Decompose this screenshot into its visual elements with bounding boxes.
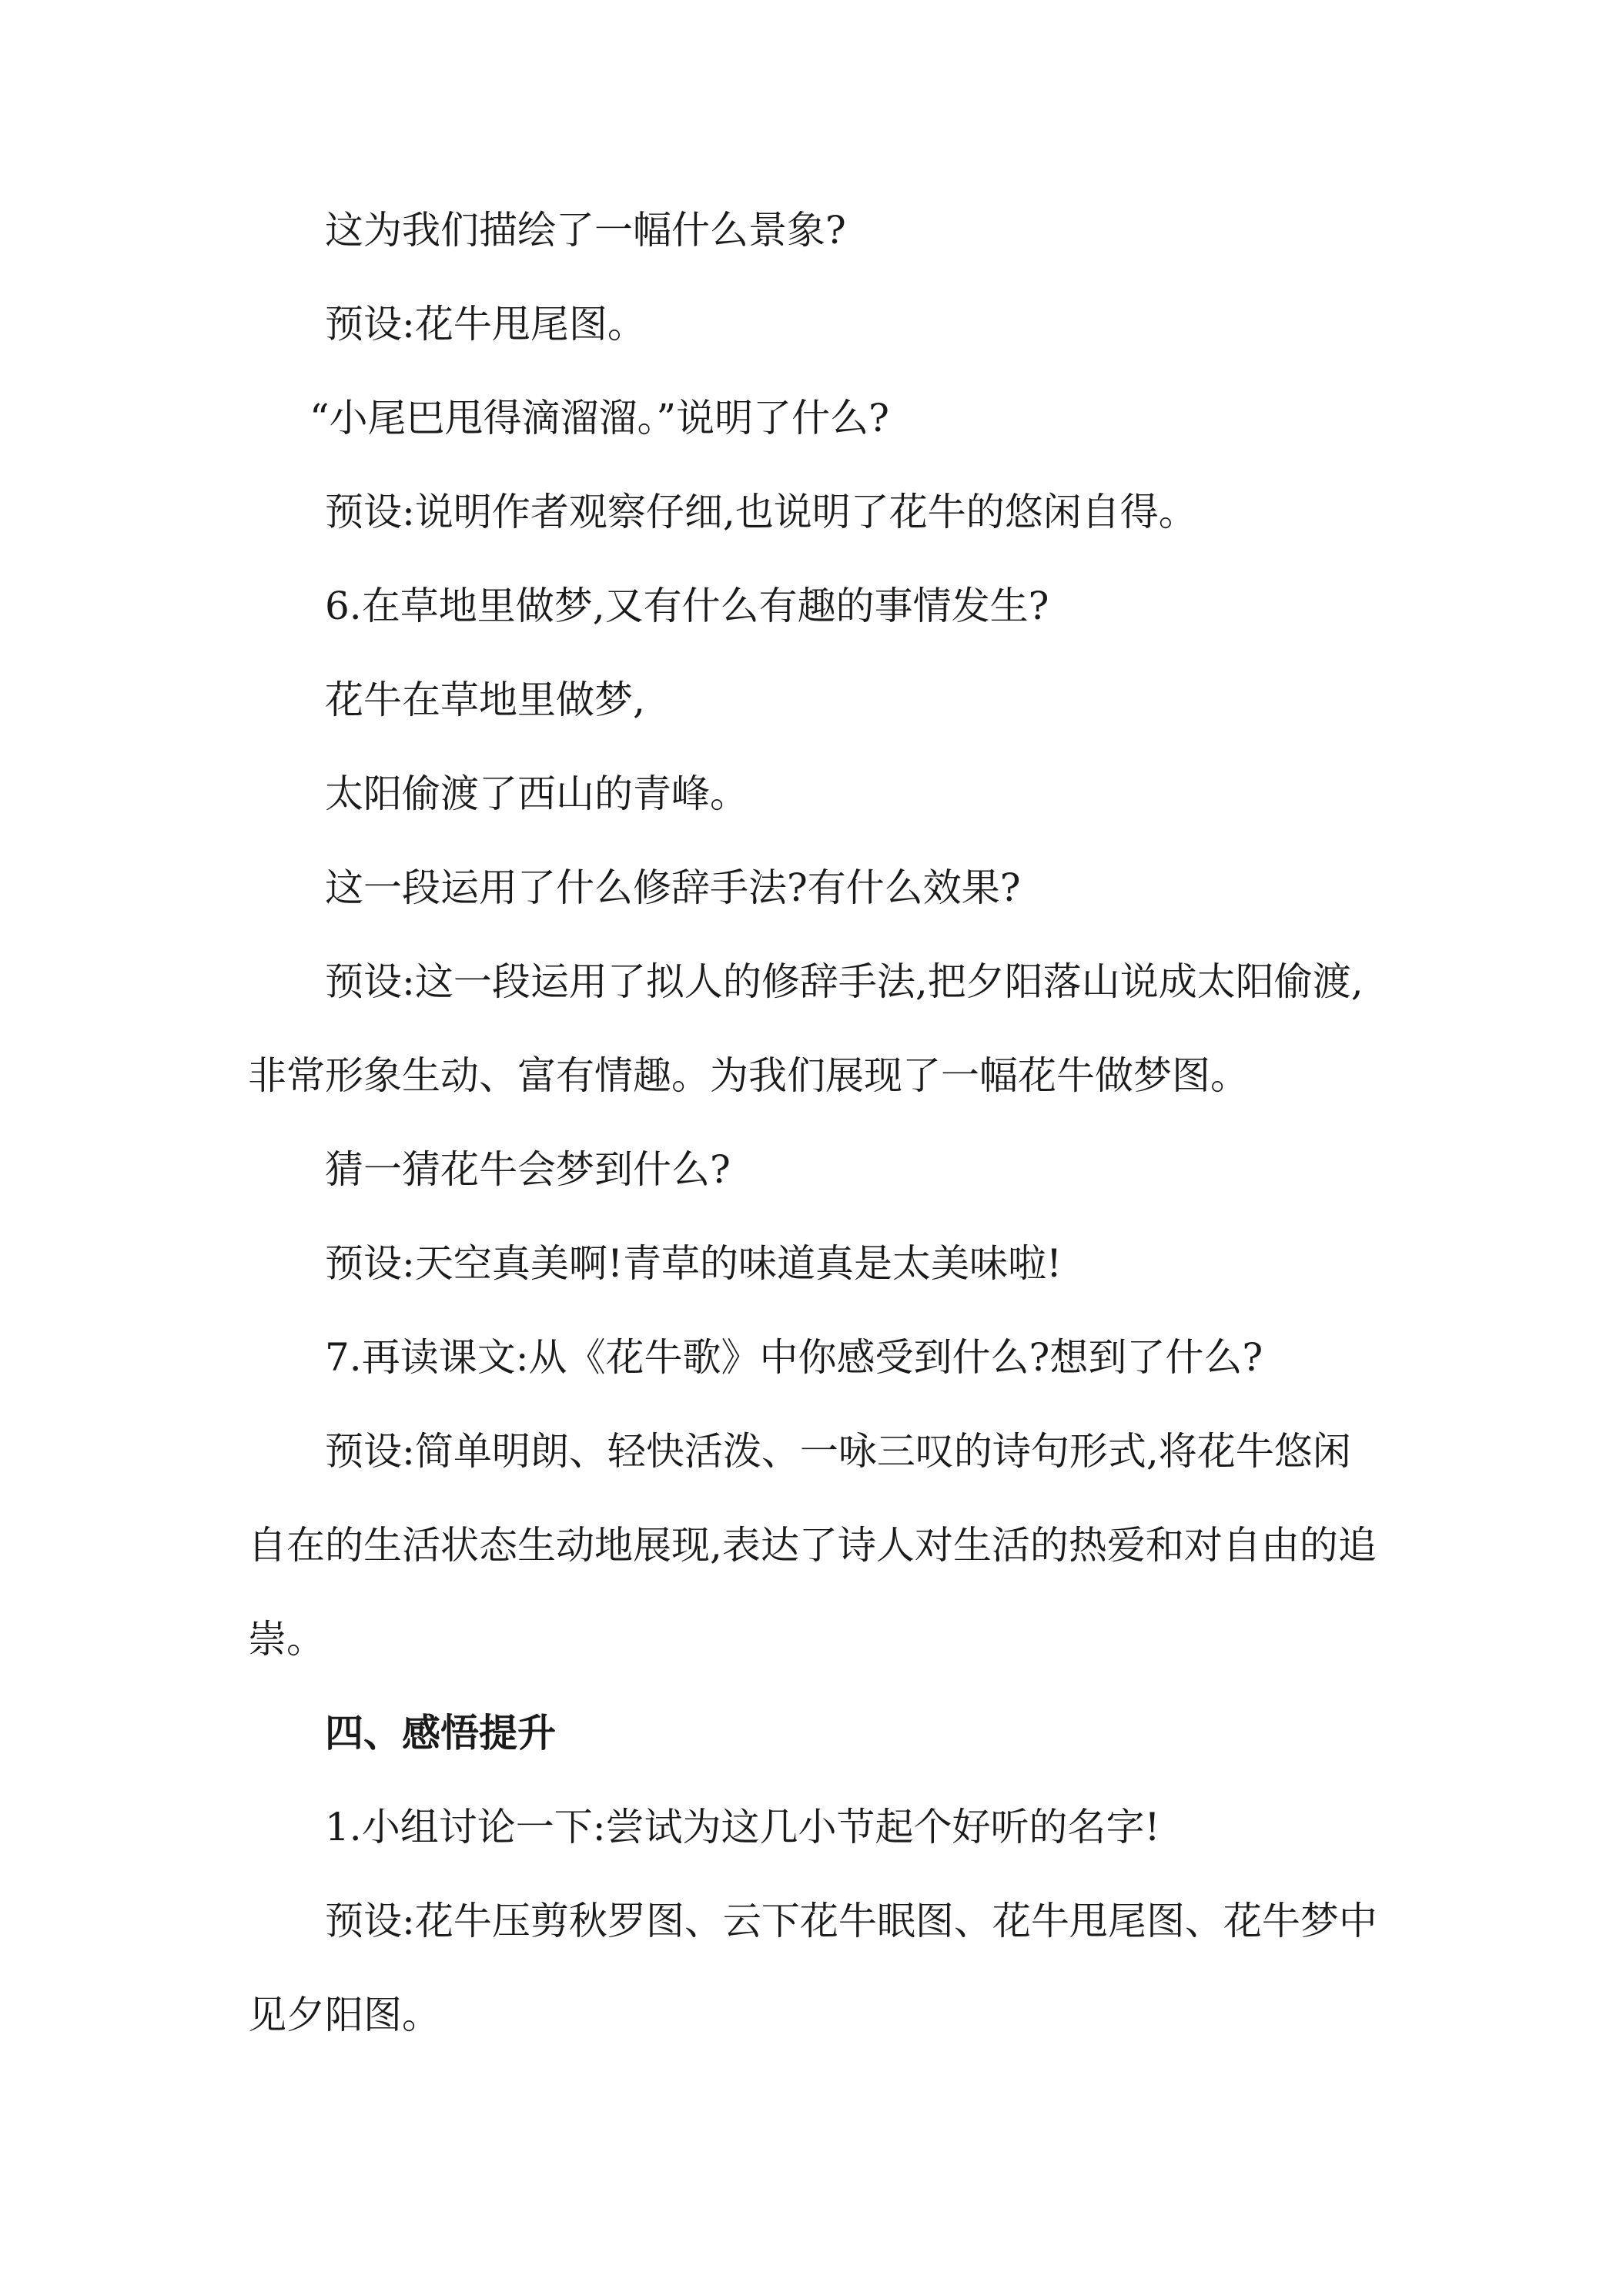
paragraph: 这一段运用了什么修辞手法?有什么效果? [325, 865, 1021, 910]
poem-line: 花牛在草地里做梦, [325, 678, 645, 722]
paragraph: 这为我们描绘了一幅什么景象? [325, 208, 846, 253]
paragraph: 7.再读课文:从《花牛歌》中你感受到什么?想到了什么? [325, 1335, 1263, 1380]
paragraph: 1.小组讨论一下:尝试为这几小节起个好听的名字! [325, 1805, 1160, 1849]
paragraph: 预设:这一段运用了拟人的修辞手法,把夕阳落山说成太阳偷渡,非常形象生动、富有情趣。为我们展现了一幅花牛做梦图。 [248, 959, 1364, 1098]
paragraph: 预设:简单明朗、轻快活泼、一咏三叹的诗句形式,将花牛悠闲自在的生活状态生动地展现,表达了诗人对生活的热爱和对自由的追崇。 [248, 1429, 1377, 1662]
paragraph: 猜一猜花牛会梦到什么? [325, 1147, 731, 1192]
paragraph: “小尾巴甩得滴溜溜。”说明了什么? [310, 396, 889, 440]
document-body [248, 183, 1389, 2062]
section-heading: 四、感悟提升 [325, 1711, 556, 1755]
paragraph: 预设:花牛压剪秋罗图、云下花牛眠图、花牛甩尾图、花牛梦中见夕阳图。 [248, 1899, 1377, 2037]
poem-line: 太阳偷渡了西山的青峰。 [325, 771, 748, 816]
paragraph: 预设:说明作者观察仔细,也说明了花牛的悠闲自得。 [325, 490, 1197, 534]
paragraph: 预设:花牛甩尾图。 [325, 302, 646, 346]
paragraph: 预设:天空真美啊!青草的味道真是太美味啦! [325, 1241, 1062, 1286]
paragraph: 6.在草地里做梦,又有什么有趣的事情发生? [325, 584, 1049, 628]
